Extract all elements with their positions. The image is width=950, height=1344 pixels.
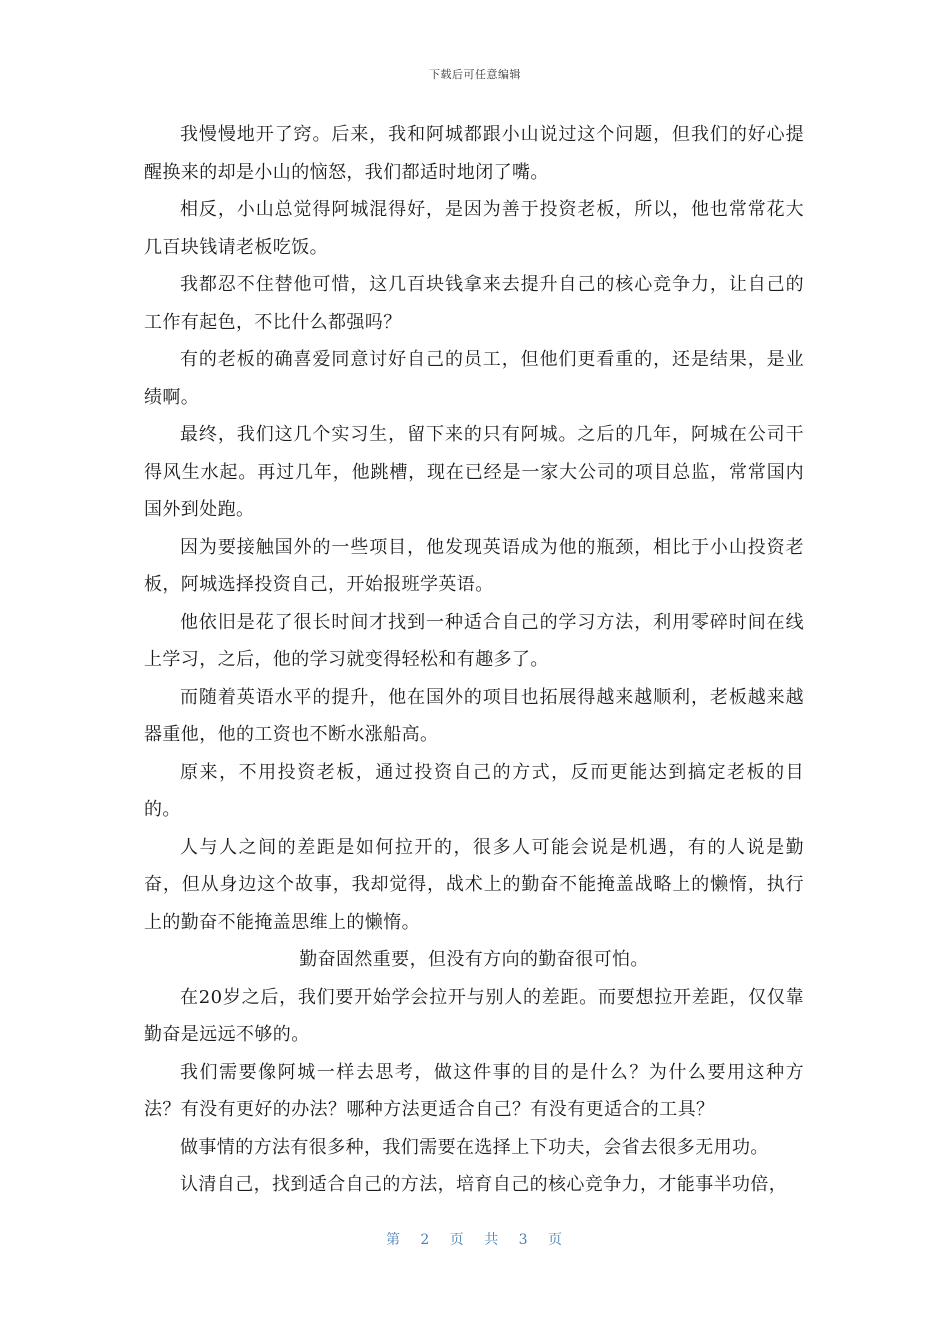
centered-key-sentence: 勤奋固然重要，但没有方向的勤奋很可怕。 [299,949,649,970]
paragraph: 原来，不用投资老板，通过投资自己的方式，反而更能达到搞定老板的目的。 [144,761,804,820]
paragraph: 做事情的方法有很多种，我们需要在选择上下功夫，会省去很多无用功。 [180,1136,769,1158]
paragraph: 我慢慢地开了窍。后来，我和阿城都跟小山说过这个问题，但我们的好心提醒换来的却是小山的恼怒，我们都适时地闭了嘴。 [144,124,804,183]
paragraph: 在20岁之后，我们要开始学会拉开与别人的差距。而要想拉开差距，仅仅靠勤奋是远远不够的。 [144,986,804,1045]
paragraph: 而随着英语水平的提升，他在国外的项目也拓展得越来越顺利，老板越来越器重他，他的工资也不断水涨船高。 [144,686,804,745]
paragraph: 我们需要像阿城一样去思考，做这件事的目的是什么？为什么要用这种方法？有没有更好的办法？哪种方法更适合自己？有没有更适合的工具？ [144,1061,804,1120]
paragraph: 人与人之间的差距是如何拉开的，很多人可能会说是机遇，有的人说是勤奋，但从身边这个故事，我却觉得，战术上的勤奋不能掩盖战略上的懒惰，执行上的勤奋不能掩盖思维上的懒惰。 [144,836,804,933]
page-number-footer: 第 2 页 共 3 页 [385,1232,565,1248]
paragraph: 最终，我们这几个实习生，留下来的只有阿城。之后的几年，阿城在公司干得风生水起。再过几年，他跳槽，现在已经是一家大公司的项目总监，常常国内国外到处跑。 [144,424,804,520]
page-header: 下载后可任意编辑 [429,68,521,81]
paragraph: 认清自己，找到适合自己的方法，培育自己的核心竞争力，才能事半功倍， [180,1174,788,1195]
paragraph: 他依旧是花了很长时间才找到一种适合自己的学习方法，利用零碎时间在线上学习，之后，他的学习就变得轻松和有趣多了。 [144,611,804,670]
paragraph: 相反，小山总觉得阿城混得好，是因为善于投资老板，所以，他也常常花大几百块钱请老板吃饭。 [144,199,804,258]
paragraph: 我都忍不住替他可惜，这几百块钱拿来去提升自己的核心竞争力，让自己的工作有起色，不比什么都强吗？ [144,274,804,333]
document-body [144,116,804,1204]
paragraph: 因为要接触国外的一些项目，他发现英语成为他的瓶颈，相比于小山投资老板，阿城选择投资自己，开始报班学英语。 [144,536,804,595]
paragraph: 有的老板的确喜爱同意讨好自己的员工，但他们更看重的，还是结果，是业绩啊。 [144,349,804,408]
